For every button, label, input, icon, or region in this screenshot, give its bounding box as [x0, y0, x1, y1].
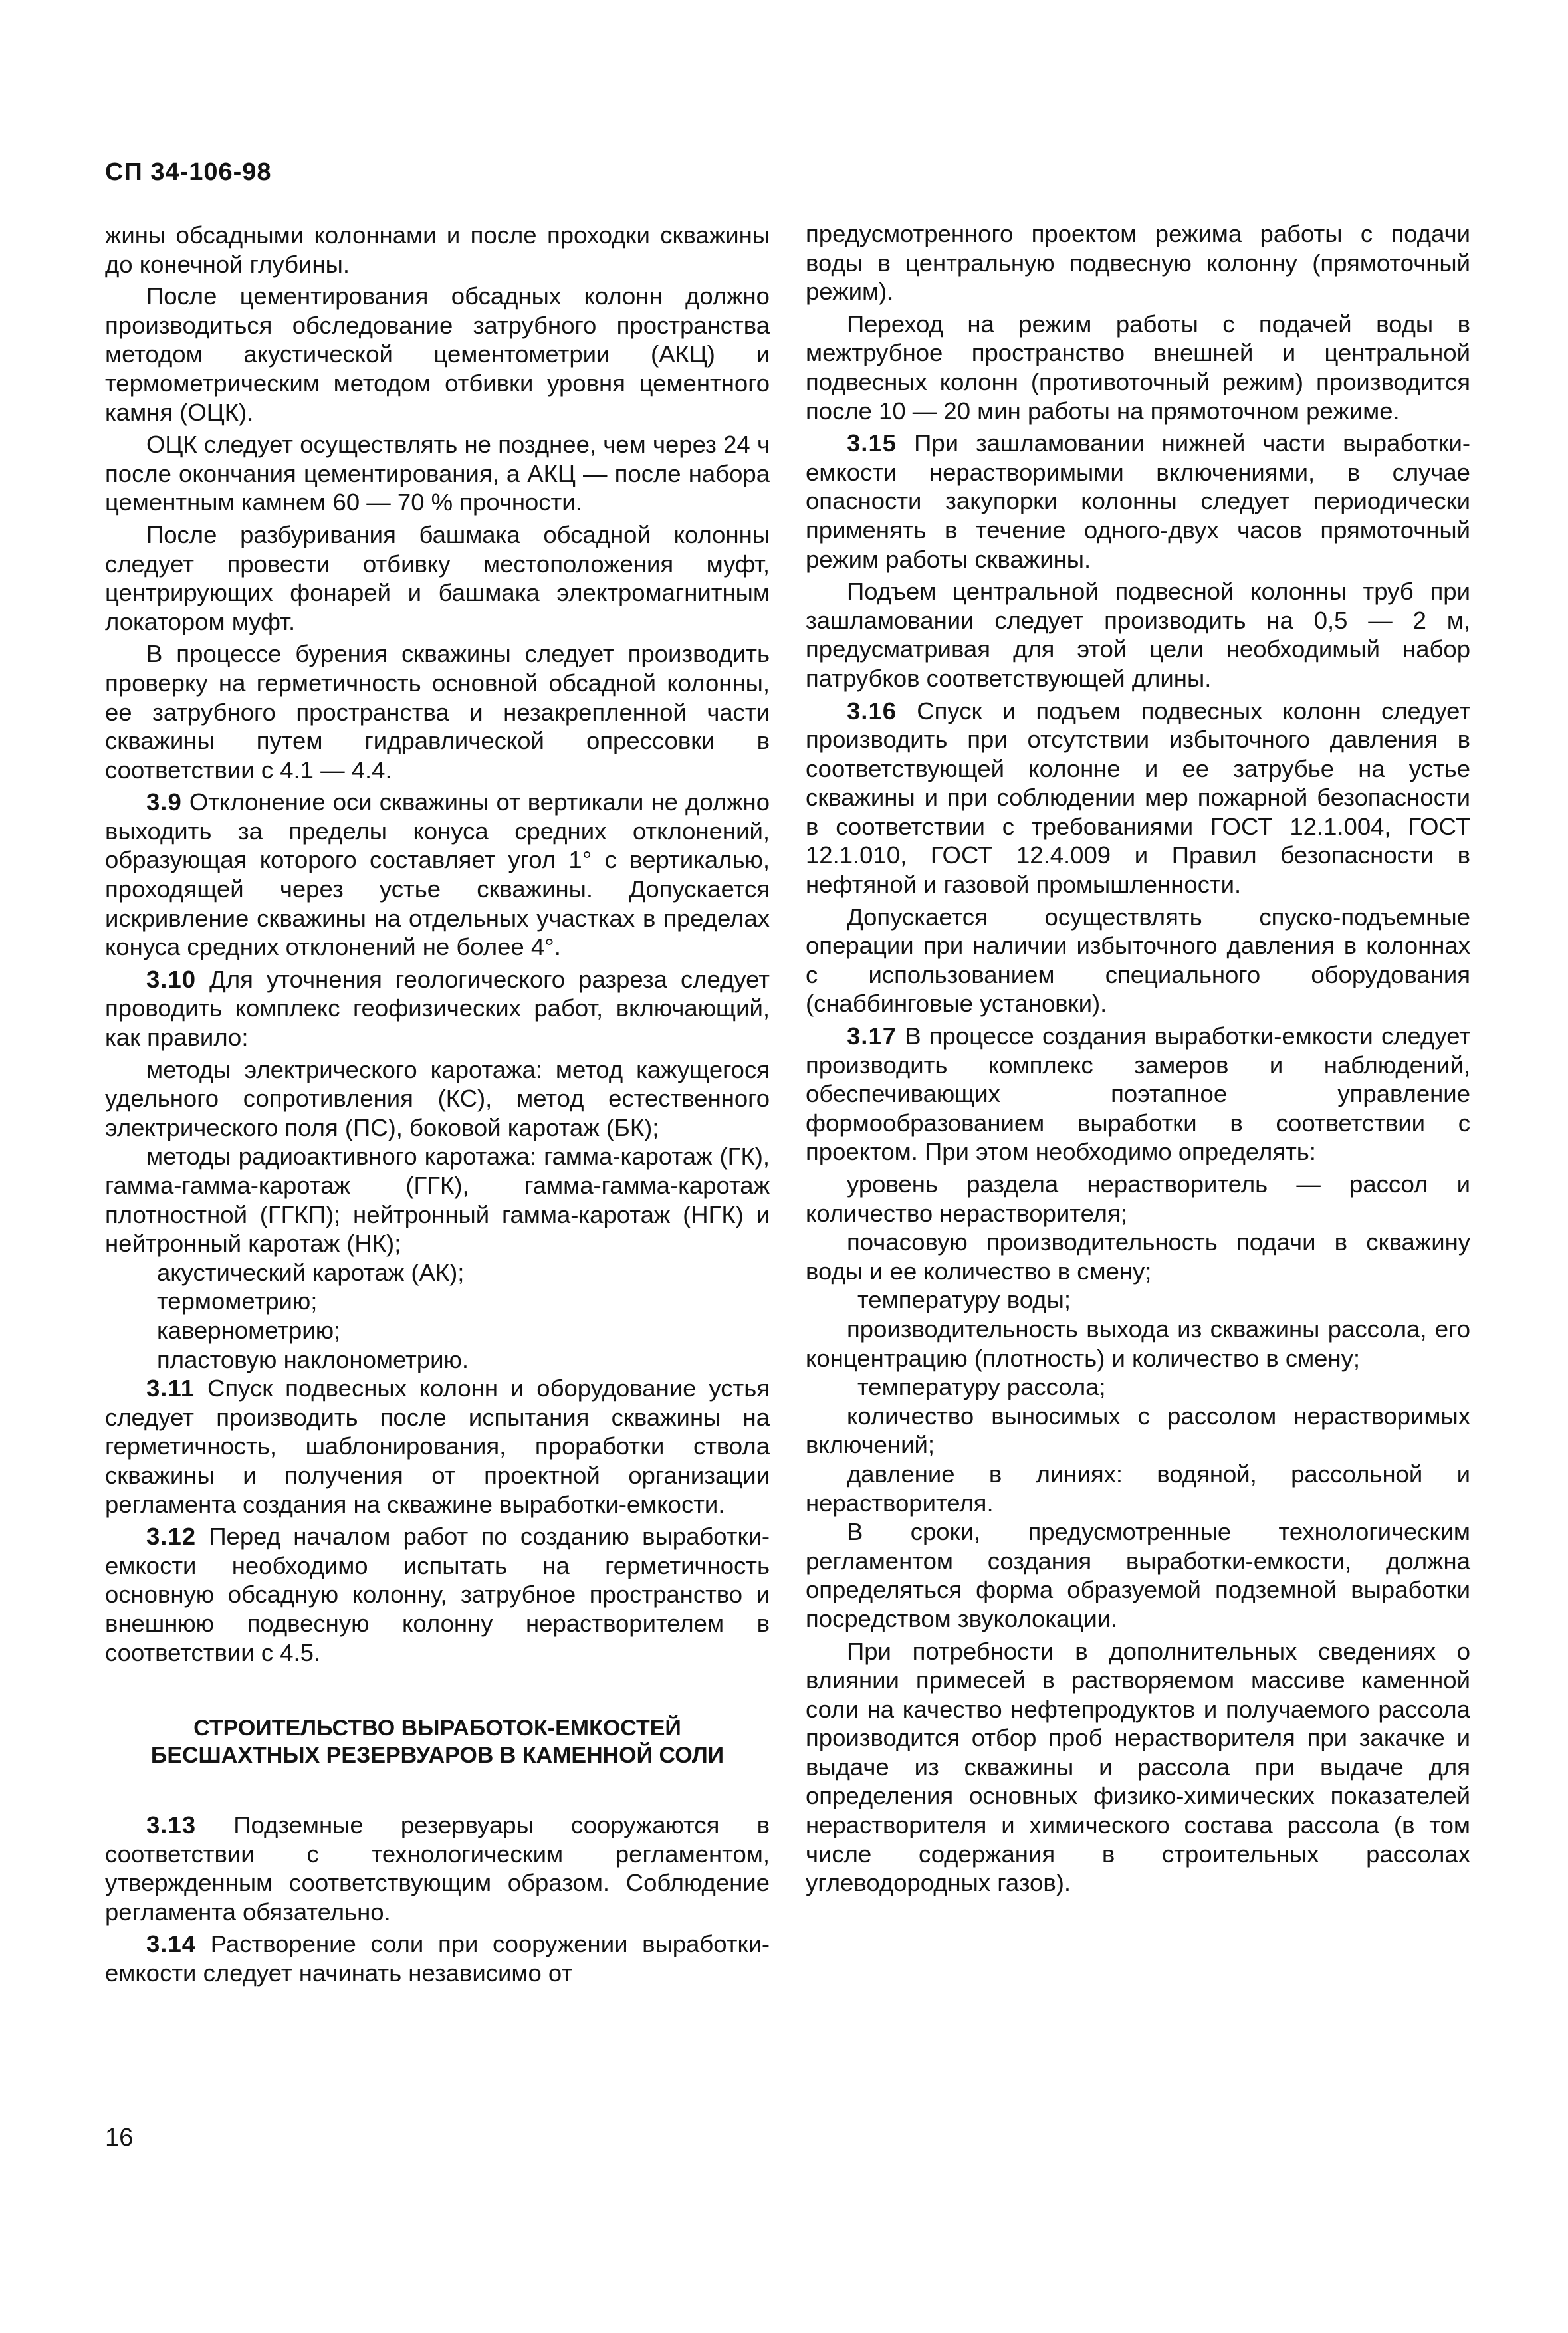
- clause-number: 3.9: [146, 788, 182, 816]
- clause-text: Спуск и подъем подвесных колонн следует производить при отсутствии избыточного давления в соответствующей колонне и ее затрубье на устье скважины и при соблюдении мер пожарной безопасности в соответствии с требованиями ГОСТ 12.1.004, ГОСТ 12.1.010, ГОСТ 12.4.009 и Правил безопасности в нефтяной и газовой промышленности.: [806, 697, 1470, 899]
- paragraph: жины обсадными колоннами и после проходки скважины до конечной глубины.: [105, 221, 770, 278]
- clause-text: Отклонение оси скважины от вертикали не должно выходить за пределы конуса средних отклонений, образующая которого составляет угол 1° с вертикалью, проходящей через устье скважины. Допускается искривление скважины на отдельных участках в пределах конуса средних отклонений не более 4°.: [105, 788, 770, 961]
- clause-text: При зашламовании нижней части выработки-емкости нерастворимыми включениями, в случае опасности закупорки колонны следует периодически применять в течение одного-двух часов прямоточный режим работы скважины.: [806, 429, 1470, 573]
- section-heading-line: БЕСШАХТНЫХ РЕЗЕРВУАРОВ В КАМЕННОЙ СОЛИ: [150, 1743, 725, 1769]
- document-code: СП 34-106-98: [105, 158, 272, 186]
- clause-3-10: [105, 965, 770, 1052]
- clause-number: 3.12: [146, 1523, 197, 1551]
- clause-number: 3.15: [847, 429, 897, 457]
- paragraph: предусмотренного проектом режима работы с подачи воды в центральную подвесную колонну (прямоточный режим).: [806, 220, 1470, 306]
- list-item: температуру рассола;: [857, 1373, 1106, 1401]
- clause-3-16: [806, 697, 1470, 899]
- clause-text: Для уточнения геологического разреза следует проводить комплекс геофизических работ, включающий, как правило:: [105, 965, 770, 1052]
- clause-number: 3.16: [847, 697, 897, 724]
- paragraph: После цементирования обсадных колонн должно производиться обследование затрубного пространства методом акустической цементометрии (АКЦ) и термометрическим методом отбивки уровня цементного камня (ОЦК).: [105, 282, 770, 426]
- list-item: методы радиоактивного каротажа: гамма-каротаж (ГК), гамма-гамма-каротаж (ГГК), гамма-гамма-каротаж плотностной (ГГКП); нейтронный гамма-каротаж (НГК) и нейтронный каротаж (НК);: [105, 1143, 770, 1258]
- list-item: почасовую производительность подачи в скважину воды и ее количество в смену;: [806, 1228, 1470, 1285]
- list-item: температуру воды;: [857, 1286, 1071, 1314]
- clause-3-9: [105, 788, 770, 962]
- list-item: производительность выхода из скважины рассола, его концентрацию (плотность) и количество в смену;: [806, 1315, 1470, 1372]
- list-item: кавернометрию;: [157, 1316, 341, 1344]
- list-item: пластовую наклонометрию.: [157, 1345, 469, 1373]
- clause-number: 3.11: [146, 1375, 195, 1402]
- list-item: методы электрического каротажа: метод кажущегося удельного сопротивления (КС), метод естественного электрического поля (ПС), боковой каротаж (БК);: [105, 1055, 770, 1141]
- paragraph: Допускается осуществлять спуско-подъемные операции при наличии избыточного давления в колоннах с использованием специального оборудования (снаббинговые установки).: [806, 903, 1470, 1018]
- clause-3-15: [806, 429, 1470, 574]
- clause-3-13: [105, 1811, 770, 1926]
- clause-text: Растворение соли при сооружении выработки-емкости следует начинать независимо от: [105, 1930, 770, 1987]
- list-item: уровень раздела нерастворитель — рассол и количество нерастворителя;: [806, 1170, 1470, 1227]
- paragraph: После разбуривания башмака обсадной колонны следует провести отбивку местоположения муфт, центрирующих фонарей и башмака электромагнитным локатором муфт.: [105, 520, 770, 635]
- paragraph: Переход на режим работы с подачей воды в межтрубное пространство внешней и центральной подвесных колонн (противоточный режим) производится после 10 — 20 мин работы на прямоточном режиме.: [806, 310, 1470, 425]
- page-number: 16: [105, 2124, 134, 2152]
- clause-number: 3.14: [146, 1930, 197, 1958]
- paragraph: При потребности в дополнительных сведениях о влиянии примесей в растворяемом массиве каменной соли на качество нефтепродуктов и получаемого рассола производится отбор проб нерастворителя при закачке и выдаче из скважины и рассола при выдаче для определения основных физико-химических показателей нерастворителя и химического состава рассола (в том числе содержания в строительных рассолах углеводородных газов).: [806, 1637, 1470, 1897]
- paragraph: В сроки, предусмотренные технологическим регламентом создания выработки-емкости, должна определяться форма образуемой подземной выработки посредством звуколокации.: [806, 1518, 1470, 1632]
- paragraph: ОЦК следует осуществлять не позднее, чем через 24 ч после окончания цементирования, а АКЦ — после набора цементным камнем 60 — 70 % прочности.: [105, 431, 770, 516]
- clause-number: 3.10: [146, 965, 197, 993]
- section-heading-line: СТРОИТЕЛЬСТВО ВЫРАБОТОК-ЕМКОСТЕЙ: [193, 1716, 681, 1741]
- clause-number: 3.13: [146, 1811, 197, 1839]
- paragraph: Подъем центральной подвесной колонны труб при зашламовании следует производить на 0,5 — 2 м, предусматривая для этой цели необходимый набор патрубков соответствующей длины.: [806, 578, 1470, 692]
- clause-text: В процессе создания выработки-емкости следует производить комплекс замеров и наблюдений, обеспечивающих поэтапное управление формообразованием выработки в соответствии с проектом. При этом необходимо определять:: [806, 1022, 1470, 1166]
- clause-3-17: [806, 1022, 1470, 1166]
- clause-3-12: [105, 1522, 770, 1667]
- clause-3-14: [105, 1930, 770, 1987]
- left-column: [105, 221, 770, 1991]
- clause-text: Перед началом работ по созданию выработки-емкости необходимо испытать на герметичность основную обсадную колонну, затрубное пространство и внешнюю подвесную колонну нерастворителем в соответствии с 4.5.: [105, 1523, 770, 1666]
- clause-3-11: [105, 1374, 770, 1519]
- section-heading: [105, 1715, 770, 1769]
- paragraph: В процессе бурения скважины следует производить проверку на герметичность основной обсадной колонны, ее затрубного пространства и незакрепленной части скважины путем гидравлической опрессовки в соответствии с 4.1 — 4.4.: [105, 640, 770, 784]
- list-item: акустический каротаж (АК);: [157, 1258, 465, 1286]
- clause-number: 3.17: [847, 1022, 897, 1050]
- list-item: количество выносимых с рассолом нерастворимых включений;: [806, 1402, 1470, 1459]
- right-column: [806, 219, 1470, 1901]
- clause-text: Спуск подвесных колонн и оборудование устья следует производить после испытания скважины на герметичность, шаблонирования, проработки ствола скважины и получения от проектной организации регламента создания на скважине выработки-емкости.: [105, 1375, 770, 1518]
- list-item: давление в линиях: водяной, рассольной и нерастворителя.: [806, 1460, 1470, 1517]
- list-item: термометрию;: [157, 1287, 318, 1315]
- clause-text: Подземные резервуары сооружаются в соответствии с технологическим регламентом, утвержденным соответствующим образом. Соблюдение регламента обязательно.: [105, 1811, 770, 1926]
